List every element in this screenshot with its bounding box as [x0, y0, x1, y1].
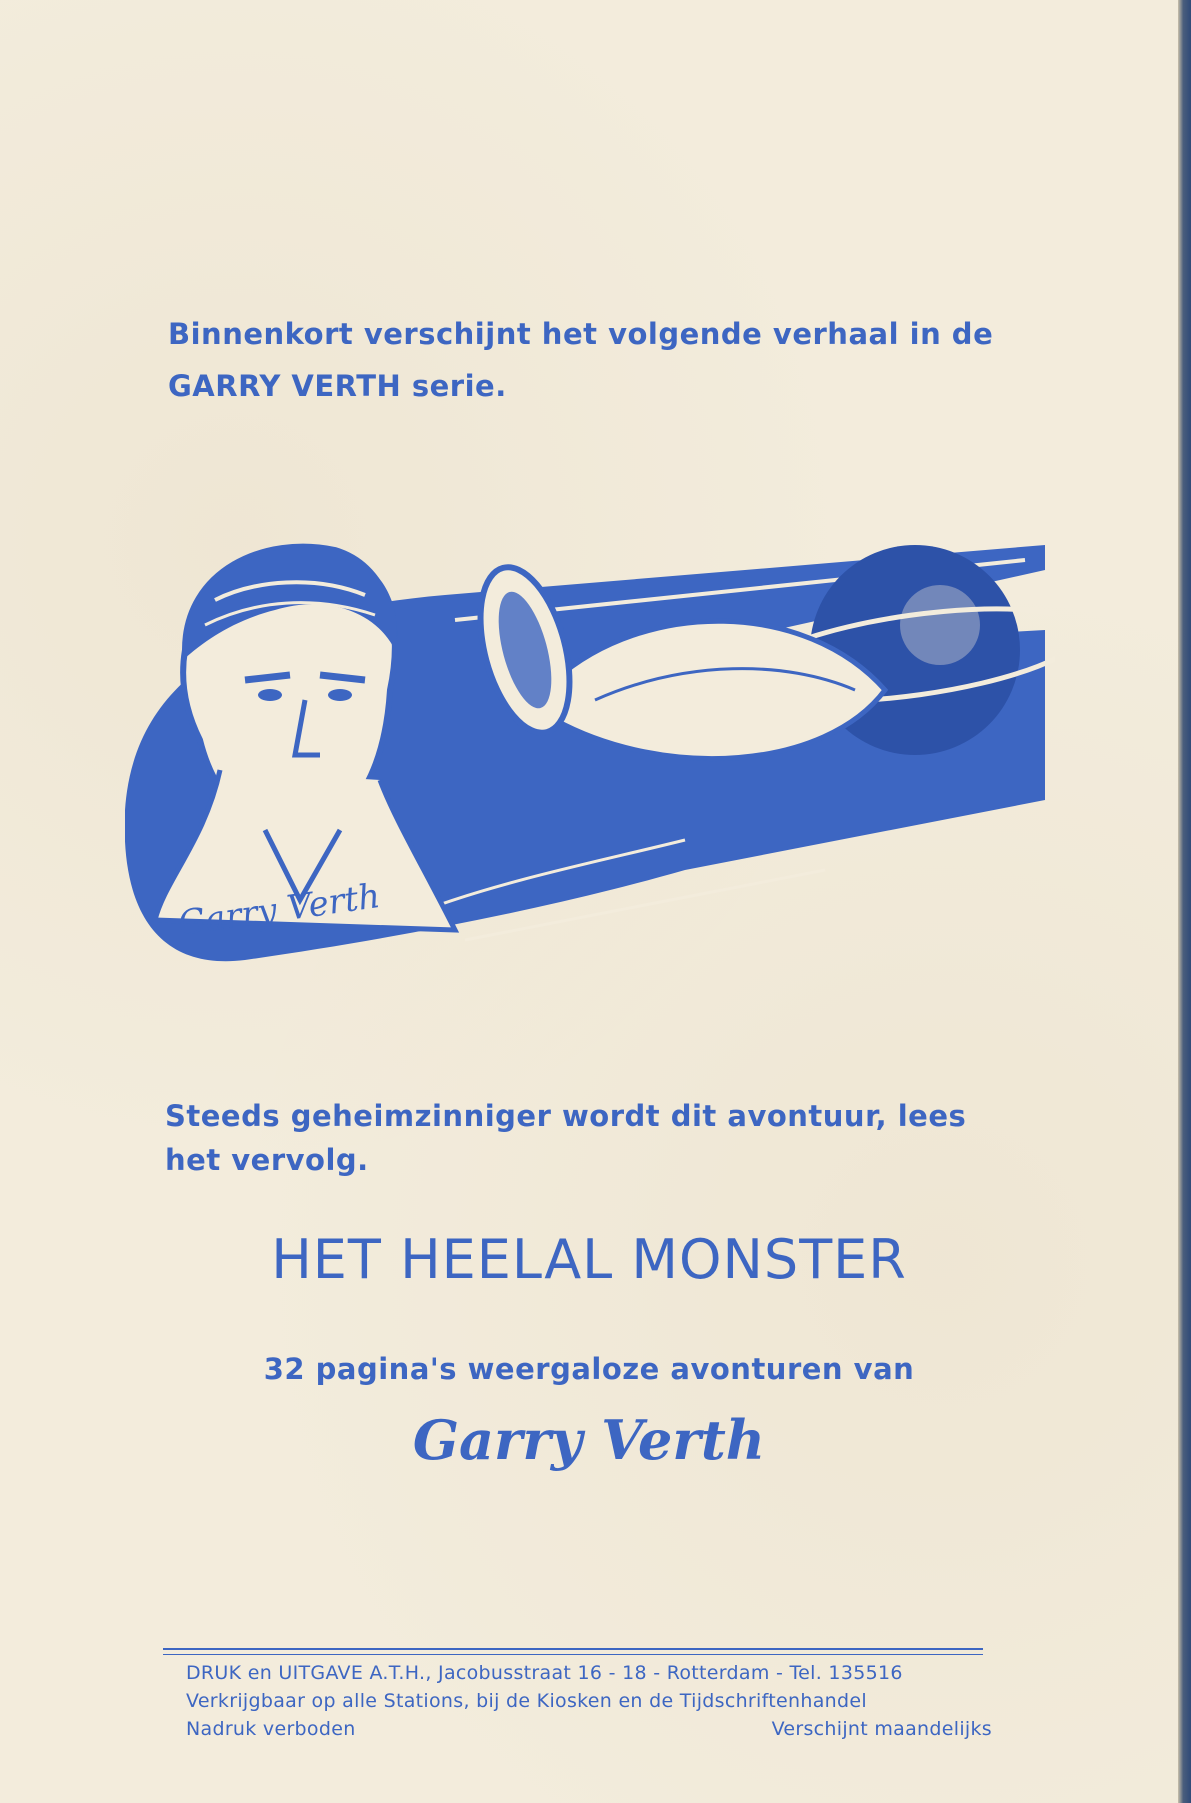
footer-divider-thin [163, 1654, 983, 1655]
availability-line: Verkrijgbaar op alle Stations, bij de Kiosken en de Tijdschriftenhandel [186, 1690, 867, 1712]
publisher-line: DRUK en UITGAVE A.T.H., Jacobusstraat 16 - 18 - Rotterdam - Tel. 135516 [186, 1662, 903, 1684]
illustration-signature: Garry Verth [175, 876, 383, 944]
promo-text: 32 pagina's weergaloze avonturen van [263, 1352, 915, 1386]
intro-line-2: GARRY VERTH serie. [168, 369, 507, 403]
teaser-line-1: Steeds geheimzinniger wordt dit avontuur, lees [165, 1099, 967, 1133]
hero-spaceship-illustration [125, 540, 1055, 1000]
next-story-title: HET HEELAL MONSTER [271, 1228, 907, 1291]
teaser-text [165, 1094, 1025, 1182]
teaser-line-2: het vervolg. [165, 1143, 369, 1177]
hero-name-script: Garry Verth [412, 1408, 766, 1472]
footer-divider [163, 1648, 983, 1650]
intro-line-1: Binnenkort verschijnt het volgende verhaal in de [168, 317, 994, 351]
frequency-notice: Verschijnt maandelijks [771, 1718, 992, 1740]
publisher-footer [186, 1659, 992, 1743]
intro-text [168, 308, 1028, 412]
reprint-notice: Nadruk verboden [186, 1718, 356, 1740]
page-edge [1178, 0, 1191, 1803]
